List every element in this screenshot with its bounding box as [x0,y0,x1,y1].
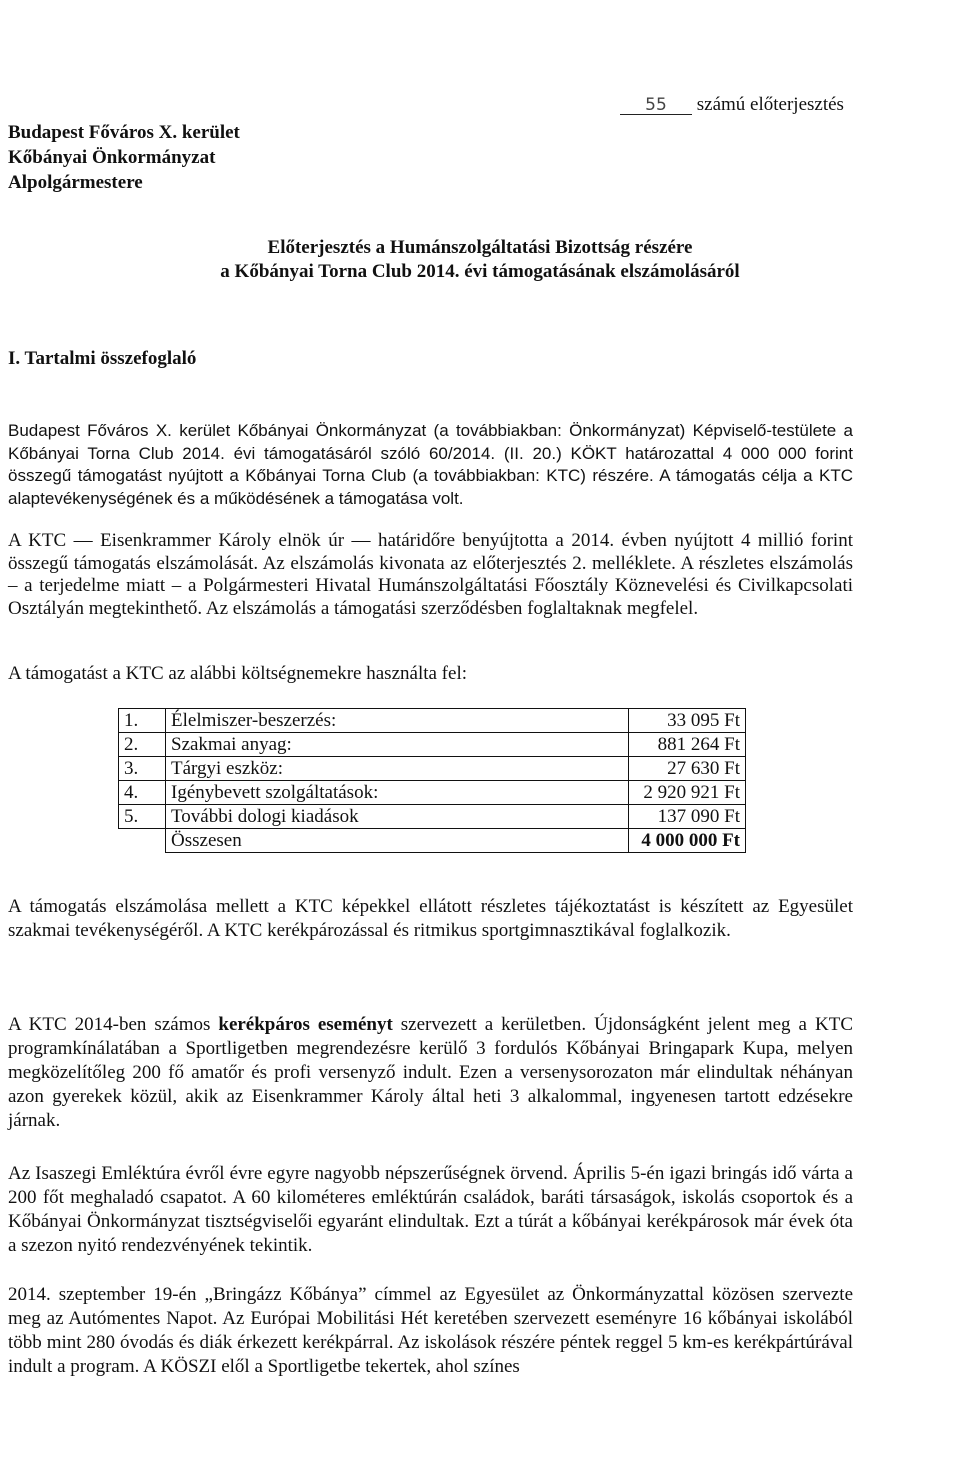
document-number-handwritten: 55 [620,96,692,115]
row-number: 4. [119,781,166,805]
paragraph-cycling-post: szervezett a kerületben. Újdonságként jelent meg a KTC programkínálatában a Sportligetben megrendezésre kerülő 3 fordulós Kőbányai Bringapark Kupa, melyen megközelítőleg 200 fő amatőr és profi versenyző indult. Ezen a versenysorozaton már elindultak néhányan azon gyerekek közül, akik az Eisenkrammer Károly által heti 3 alkalommal, ingyenesen tartott edzésekre járnak. [8,1014,853,1131]
table-row [119,757,746,781]
row-value: 27 630 Ft [629,757,746,781]
table-total-row [119,829,746,853]
paragraph-summary: Budapest Főváros X. kerület Kőbányai Önkormányzat (a továbbiakban: Önkormányzat) Képviselő-testülete a Kőbányai Torna Club 2014. évi támogatásáról szóló 60/2014. (II. 20.) KÖKT határozattal 4 000 000 forint összegű támogatást nyújtott a Kőbányai Torna Club (a továbbiakban: KTC) részére. A támogatás célja a KTC alaptevékenységének és a működésének a támogatása volt. [8,421,853,508]
title-line-1: Előterjesztés a Humánszolgáltatási Bizottság részére [267,237,693,258]
issuer-line-3: Alpolgármestere [8,172,143,193]
row-label: Szakmai anyag: [166,733,629,757]
issuer-line-1: Budapest Főváros X. kerület [8,122,240,143]
row-number: 1. [119,709,166,733]
row-label: Tárgyi eszköz: [166,757,629,781]
paragraph-settlement: A KTC — Eisenkrammer Károly elnök úr — határidőre benyújtotta a 2014. évben nyújtott 4 millió forint összegű támogatás elszámolását. Az elszámolás kivonata az előterjesztés 2. melléklete. A részletes elszámolás – a terjedelme miatt – a Polgármesteri Hivatal Humánszolgáltatási Főosztály Köznevelési és Civilkapcsolati Osztályán megtekinthető. Az elszámolás a támogatási szerződésben foglaltaknak megfelel. [8,530,853,619]
table-row [119,805,746,829]
paragraph-cycling-pre: A KTC 2014-ben számos [8,1014,219,1035]
table-row [119,709,746,733]
document-title [0,236,960,284]
cost-table [118,708,746,853]
section-heading: I. Tartalmi összefoglaló [8,348,197,369]
paragraph-isaszeg-tour: Az Isaszegi Emléktúra évről évre egyre nagyobb népszerűségnek örvend. Április 5-én igazi bringás idő várta a 200 főt meghaladó csapatot. A 60 kilométeres emléktúrán családok, baráti társaságok, iskolás csoportok és a Kőbányai Önkormányzat tisztségviselői egyaránt elindultak. Ezt a túrát a kőbányai kerékpárosok már évek óta a szezon nyitó rendezvényének tekintik. [8,1163,853,1256]
row-number: 2. [119,733,166,757]
table-row [119,781,746,805]
total-label: Összesen [166,829,629,853]
paragraph-report: A támogatás elszámolása mellett a KTC képekkel ellátott részletes tájékoztatást is készített az Egyesület szakmai tevékenységéről. A KTC kerékpározással és ritmikus sportgimnasztikával foglalkozik. [8,896,853,941]
document-number [620,94,844,116]
paragraph-cycling-bold: kerékpáros eseményt [218,1014,393,1035]
issuer-block [8,120,240,195]
row-value: 881 264 Ft [629,733,746,757]
row-label: Igénybevett szolgáltatások: [166,781,629,805]
paragraph-cycling-events [8,1013,853,1133]
issuer-line-2: Kőbányai Önkormányzat [8,147,216,168]
row-value: 33 095 Ft [629,709,746,733]
row-value: 137 090 Ft [629,805,746,829]
row-label: További dologi kiadások [166,805,629,829]
paragraph-car-free-day: 2014. szeptember 19-én „Bringázz Kőbánya” címmel az Egyesület az Önkormányzattal közösen szervezte meg az Autómentes Napot. Az Európai Mobilitási Hét keretében szervezett eseményre 16 kőbányai iskolából több mint 280 óvodás és diák érkezett kerékpárral. Az iskolások részére péntek reggel 5 km-es kerékpártúrával indult a program. A KÖSZI elől a Sportligetbe tekertek, ahol színes [8,1284,853,1377]
document-number-suffix: számú előterjesztés [696,94,844,115]
total-value: 4 000 000 Ft [629,829,746,853]
title-line-2: a Kőbányai Torna Club 2014. évi támogatásának elszámolásáról [220,261,740,282]
table-row [119,733,746,757]
paragraph-cost-intro: A támogatást a KTC az alábbi költségnemekre használta fel: [8,663,467,684]
row-value: 2 920 921 Ft [629,781,746,805]
row-number: 3. [119,757,166,781]
row-number: 5. [119,805,166,829]
row-label: Élelmiszer-beszerzés: [166,709,629,733]
